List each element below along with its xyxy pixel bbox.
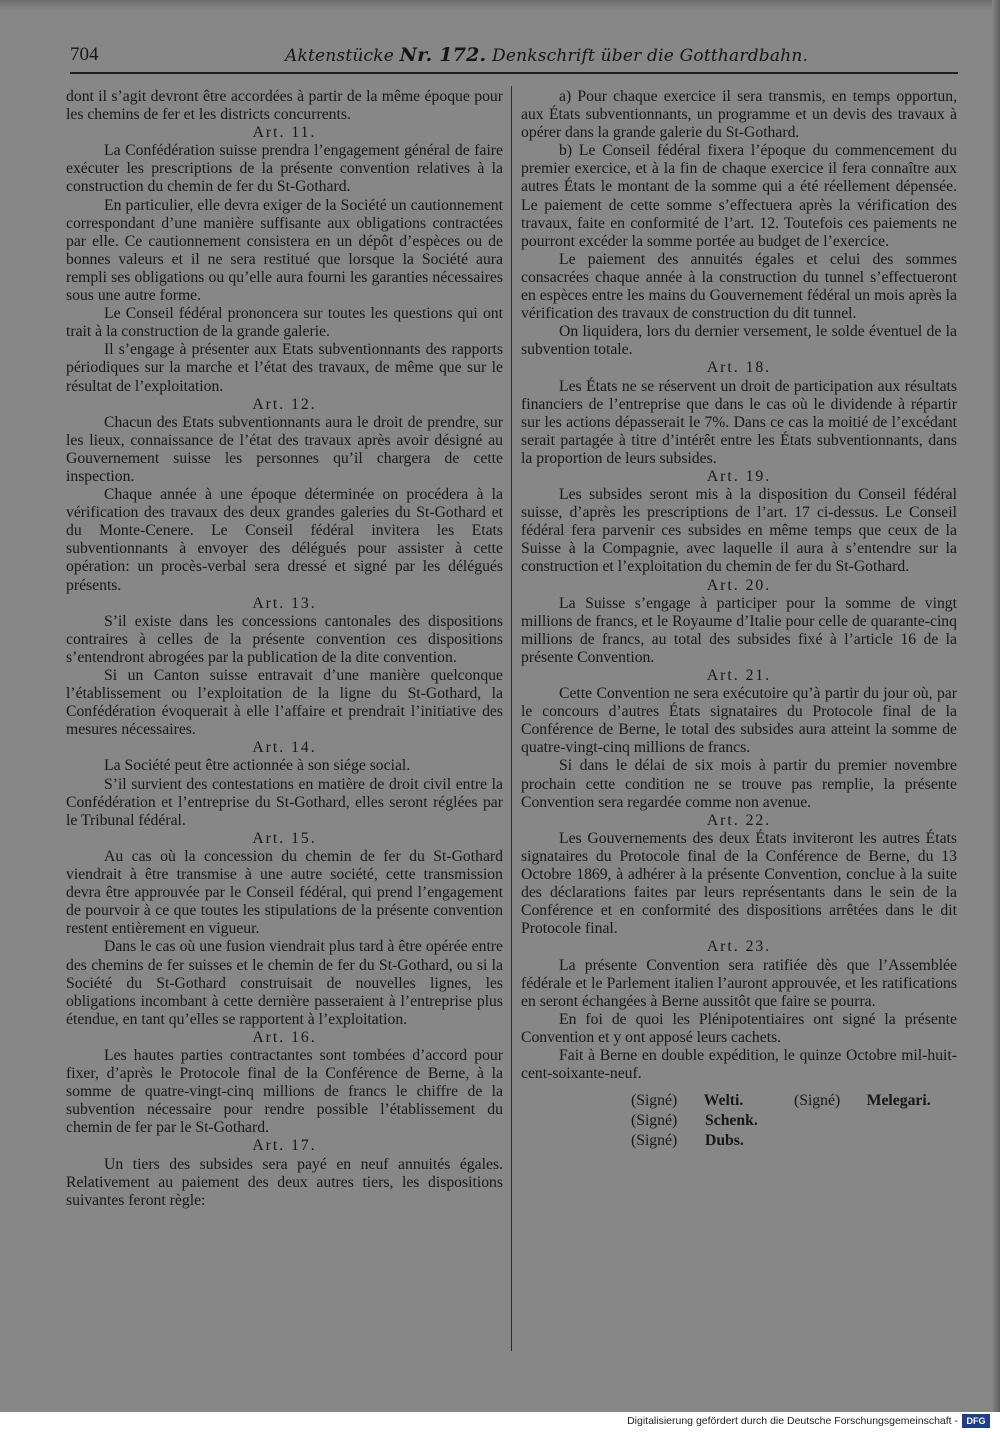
paragraph: En foi de quoi les Plénipotentiaires ont signé la présente Convention et y ont apposé leurs cachets.: [521, 1010, 957, 1046]
paragraph: Le paiement des annuités égales et celui des sommes consacrées chaque année à la construction du tunnel s’effectueront en espèces entre les mains du Gouvernement fédéral un mois après la vérification des travaux de construction du dit tunnel.: [521, 250, 957, 323]
paragraph: Dans le cas où une fusion viendrait plus tard à être opérée entre des chemins de fer suisses et le chemin de fer du St-Gothard, ou si la Société du St-Gothard construisait de nouvelles lignes, les obligations incombant à cette dernière passeraient à l’entreprise plus étendue, en tant qu’elles se rapportent à l’exploitation.: [66, 938, 503, 1028]
signature-row: [631, 1111, 957, 1131]
signature-label: (Signé): [794, 1092, 841, 1110]
column-divider: [511, 86, 512, 1351]
paragraph: Les Gouvernements des deux États inviteront les autres États signataires du Protocole final de la Conférence de Berne, du 13 Octobre 1869, à adhérer à la présente Convention, conclue à la suite des déclarations faites par leurs représentants dans le sein de la Conférence et en conformité des dispositions arrêtées dans le dit Protocole final.: [521, 829, 957, 938]
paragraph: Les États ne se réservent un droit de participation aux résultats financiers de l’entreprise que dans le cas où le dividende à répartir sur les actions dépasserait le 7%. Dans ce cas la moitié de l’excédant serait partagée à titre d’intérêt entre les États subventionnants, dans la proportion de leurs subsides.: [521, 377, 957, 467]
page-header: [70, 42, 958, 72]
article-heading: Art. 20.: [706, 576, 772, 594]
signature-name: Melegari.: [866, 1092, 931, 1110]
paragraph: Si un Canton suisse entravait d’une manière quelconque l’établissement ou l’exploitation de la ligne du St-Gothard, la Confédération évoquerait à elle l’affaire et prendrait l’initiative des mesures nécessaires.: [66, 667, 503, 739]
signature-row: [631, 1091, 957, 1111]
running-head-title: Denkschrift über die Gotthardbahn.: [491, 46, 809, 66]
paragraph: Un tiers des subsides sera payé en neuf annuités égales. Relativement au paiement des deux autres tiers, les dispositions suivantes feront règle:: [66, 1155, 503, 1209]
signature-name: Welti.: [703, 1092, 744, 1110]
article-heading: Art. 23.: [706, 938, 772, 956]
article-heading: Art. 21.: [706, 667, 772, 684]
article-heading: Art. 16.: [252, 1028, 317, 1046]
paragraph: Chacun des Etats subventionnants aura le droit de prendre, sur les lieux, connaissance de l’état des travaux après avoir désigné au Gouvernement suisse les personnes qu’il chargera de cette inspection.: [66, 413, 503, 485]
paragraph: a) Pour chaque exercice il sera transmis, en temps opportun, aux États subventionnants, un programme et un devis des travaux à opérer dans la grande galerie du St-Gothard.: [521, 88, 957, 142]
article-heading: Art. 22.: [706, 811, 772, 829]
article-heading: Art. 13.: [252, 594, 317, 612]
signature-row: [631, 1131, 957, 1151]
signature-label: (Signé): [631, 1112, 678, 1130]
paragraph: Si dans le délai de six mois à partir du premier novembre prochain cette condition ne se trouve pas remplie, la présente Convention sera regardée comme non avenue.: [521, 757, 957, 811]
paragraph: Le Conseil fédéral prononcera sur toutes les questions qui ont trait à la construction de la grande galerie.: [66, 305, 503, 341]
scan-edge-right: [992, 0, 1000, 1412]
header-rule: [70, 72, 958, 74]
page-number: 704: [70, 44, 99, 65]
paragraph: Chaque année à une époque déterminée on procédera à la vérification des travaux des deux grandes galeries du St-Gothard et du Monte-Cenere. Le Conseil fédéral invitera les Etats subventionnants à envoyer des délégués pour assister à cette opération: un procès-verbal sera dressé et signé par les délégués présents.: [66, 486, 503, 594]
paragraph: Au cas où la concession du chemin de fer du St-Gothard viendrait à être transmise à une autre société, cette transmission devra être approuvée par le Conseil fédéral, qui prend l’engagement de pourvoir à ce que toutes les stipulations de la présente convention restent entièrement en vigueur.: [66, 847, 503, 938]
right-column-body: [521, 88, 957, 1083]
paragraph: b) Le Conseil fédéral fixera l’époque du commencement du premier exercice, et à la fin de chaque exercice il fera connaître aux autres États le montant de la somme qui a été réellement dépensée. Le paiement de cette somme s’effectuera après la vérification des travaux, faite en conformité de l’art. 12. Toutefois ces paiements ne pourront excéder la somme portée au budget de l’exercice.: [521, 142, 957, 250]
dfg-logo: DFG: [962, 1414, 990, 1428]
paragraph: En particulier, elle devra exiger de la Société un cautionnement correspondant d’une manière suffisante aux obligations contractées par elle. Ce cautionnement consistera en un dépôt d’espèces ou de bonnes valeurs et il ne sera restitué que lorsque la Société aura rempli ses obligations ou qu’elle aura fourni les garanties nécessaires sous une autre forme.: [66, 196, 503, 305]
article-heading: Art. 11.: [252, 124, 317, 142]
paragraph: La Confédération suisse prendra l’engagement général de faire exécuter les prescriptions de la présente convention relatives à la construction du chemin de fer du St-Gothard.: [66, 142, 503, 196]
signature-label: (Signé): [631, 1132, 678, 1150]
paragraph: La présente Convention sera ratifiée dès que l’Assemblée fédérale et le Parlement italien l’auront approuvée, et les ratifications en seront échangées à Berne aussitôt que faire se pourra.: [521, 956, 957, 1010]
running-head: [285, 44, 808, 66]
article-heading: Art. 17.: [252, 1137, 317, 1155]
signature-name: Schenk.: [705, 1112, 758, 1130]
paragraph: S’il survient des contestations en matière de droit civil entre la Confédération et l’entreprise du St-Gothard, elles seront réglées par le Tribunal fédéral.: [66, 775, 503, 829]
paragraph: Les subsides seront mis à la disposition du Conseil fédéral suisse, d’après les prescriptions de l’art. 17 ci-dessus. Le Conseil fédéral fera parvenir ces subsides en même temps que ceux de la Suisse à la Compagnie, avec laquelle il aura à s’entendre sur la construction et l’exploitation du chemin de fer du St-Gothard.: [521, 486, 957, 576]
article-heading: Art. 15.: [252, 829, 317, 847]
paragraph: dont il s’agit devront être accordées à partir de la même époque pour les chemins de fer et les districts concurrents.: [66, 88, 503, 124]
footer-bar: [0, 1412, 1000, 1432]
article-heading: Art. 19.: [706, 467, 772, 485]
right-column: [521, 88, 957, 1151]
signature-label: (Signé): [631, 1092, 678, 1110]
paragraph: Les hautes parties contractantes sont tombées d’accord pour fixer, d’après le Protocole final de la Conférence de Berne, à la somme de quatre-vingt-cinq millions de francs le chiffre de la subvention nécessaire pour rendre possible l’établissement du chemin de fer par le St-Gothard.: [66, 1046, 503, 1137]
paragraph: Il s’engage à présenter aux Etats subventionnants des rapports périodiques sur la marche et l’état des travaux, de même que sur le résultat de l’exploitation.: [66, 341, 503, 395]
paragraph: On liquidera, lors du dernier versement, le solde éventuel de la subvention totale.: [521, 323, 957, 359]
paragraph: La Suisse s’engage à participer pour la somme de vingt millions de francs, et le Royaume d’Italie pour celle de quarante-cinq millions de francs, au total des subsides fixé à l’article 16 de la présente Convention.: [521, 594, 957, 666]
article-heading: Art. 18.: [706, 359, 772, 377]
running-head-prefix: Aktenstücke: [285, 46, 395, 66]
article-heading: Art. 12.: [252, 395, 317, 413]
paragraph: La Société peut être actionnée à son siége social.: [104, 757, 411, 775]
article-heading: Art. 14.: [252, 739, 317, 757]
running-head-number: Nr. 172.: [399, 44, 487, 66]
paragraph: Fait à Berne en double expédition, le quinze Octobre mil-huit-cent-soixante-neuf.: [521, 1046, 957, 1083]
paragraph: S’il existe dans les concessions cantonales des dispositions contraires à celles de la présente convention ces dispositions s’entendront abrogées par la publication de la dite convention.: [66, 612, 503, 666]
digitization-credit: Digitalisierung gefördert durch die Deutsche Forschungsgemeinschaft -: [627, 1415, 958, 1427]
signature-name: Dubs.: [705, 1132, 744, 1150]
paragraph: Cette Convention ne sera exécutoire qu’à partir du jour où, par le concours d’autres États signataires du Protocole final de la Conférence de Berne, le total des subsides aura atteint la somme de quatre-vingt-cinq millions de francs.: [521, 685, 957, 757]
scan-edge-top: [0, 0, 1000, 10]
left-column: [66, 88, 503, 1210]
signature-block: [521, 1091, 957, 1151]
